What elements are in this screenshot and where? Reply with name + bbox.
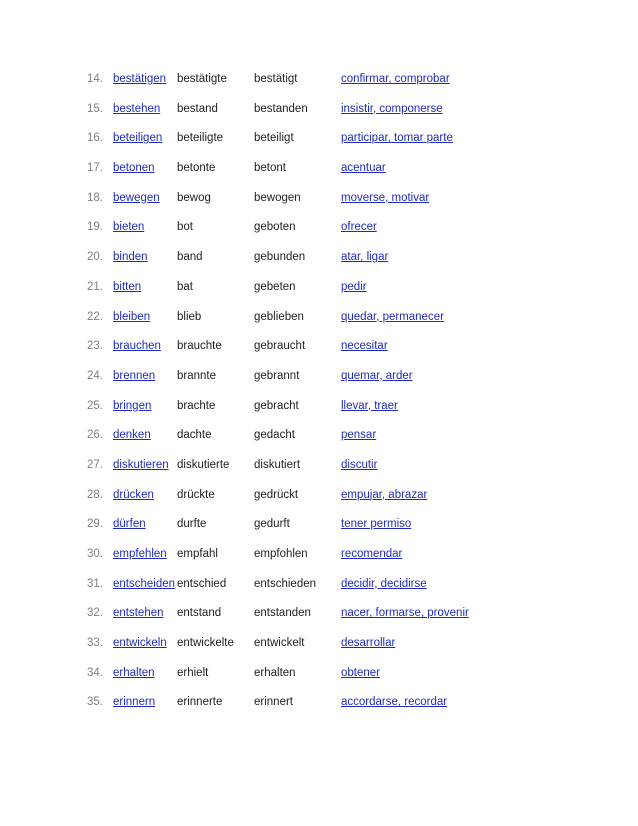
verb-row bbox=[0, 392, 638, 422]
verb-row bbox=[0, 154, 638, 184]
past-participle: gebraucht bbox=[254, 340, 306, 353]
infinitive-link[interactable]: entwickeln bbox=[113, 637, 167, 650]
verb-row bbox=[0, 362, 638, 392]
past-tense: empfahl bbox=[177, 548, 218, 560]
past-tense: bewog bbox=[177, 191, 211, 204]
past-participle: erhalten bbox=[254, 666, 296, 679]
translation-link[interactable]: recomendar bbox=[341, 548, 403, 560]
translation-link[interactable]: pedir bbox=[341, 280, 367, 293]
verb-row bbox=[0, 570, 638, 600]
translation-link[interactable]: insistir, componerse bbox=[341, 102, 443, 115]
translation-link[interactable]: confirmar, comprobar bbox=[341, 73, 450, 85]
list-number: 23. bbox=[87, 340, 103, 353]
list-number: 20. bbox=[87, 251, 103, 264]
past-tense: beteiligte bbox=[177, 132, 224, 145]
verb-row bbox=[0, 65, 638, 95]
past-participle: gebunden bbox=[254, 251, 306, 264]
list-number: 21. bbox=[87, 280, 103, 293]
list-number: 22. bbox=[87, 310, 103, 323]
translation-link[interactable]: tener permiso bbox=[341, 518, 412, 531]
verb-row bbox=[0, 629, 638, 659]
past-participle: gedacht bbox=[254, 429, 295, 442]
verb-row bbox=[0, 332, 638, 362]
translation-link[interactable]: participar, tomar parte bbox=[341, 132, 453, 145]
verb-row bbox=[0, 213, 638, 243]
verb-row bbox=[0, 510, 638, 540]
verb-row bbox=[0, 659, 638, 689]
verb-row bbox=[0, 184, 638, 214]
past-tense: bat bbox=[177, 280, 193, 293]
translation-link[interactable]: accordarse, recordar bbox=[341, 696, 448, 709]
verb-row bbox=[0, 303, 638, 333]
past-tense: erhielt bbox=[177, 666, 209, 679]
infinitive-link[interactable]: bleiben bbox=[113, 310, 151, 323]
verb-row bbox=[0, 95, 638, 125]
list-number: 17. bbox=[87, 162, 103, 175]
past-tense: bestätigte bbox=[177, 73, 227, 85]
list-number: 27. bbox=[87, 458, 103, 471]
past-tense: betonte bbox=[177, 162, 216, 175]
list-number: 14. bbox=[87, 73, 103, 85]
past-tense: drückte bbox=[177, 488, 215, 501]
past-participle: betont bbox=[254, 162, 286, 175]
past-participle: gebeten bbox=[254, 280, 296, 293]
past-participle: geboten bbox=[254, 221, 296, 234]
past-tense: diskutierte bbox=[177, 458, 230, 471]
past-participle: bestätigt bbox=[254, 73, 298, 85]
past-participle: geblieben bbox=[254, 310, 304, 323]
past-tense: entstand bbox=[177, 607, 222, 620]
infinitive-link[interactable]: bestätigen bbox=[113, 73, 167, 85]
list-number: 19. bbox=[87, 221, 103, 234]
infinitive-link[interactable]: bestehen bbox=[113, 102, 161, 115]
past-participle: gedrückt bbox=[254, 488, 299, 501]
infinitive-link[interactable]: diskutieren bbox=[113, 458, 169, 471]
past-participle: gebracht bbox=[254, 399, 299, 412]
past-tense: durfte bbox=[177, 518, 207, 531]
past-participle: entschieden bbox=[254, 577, 317, 590]
past-tense: brannte bbox=[177, 369, 217, 382]
infinitive-link[interactable]: denken bbox=[113, 429, 151, 442]
translation-link[interactable]: acentuar bbox=[341, 162, 386, 175]
infinitive-link[interactable]: entstehen bbox=[113, 607, 164, 620]
past-participle: empfohlen bbox=[254, 548, 308, 560]
translation-link[interactable]: decidir, decidirse bbox=[341, 577, 427, 590]
translation-link[interactable]: quemar, arder bbox=[341, 369, 413, 382]
list-number: 25. bbox=[87, 399, 103, 412]
infinitive-link[interactable]: dürfen bbox=[113, 518, 146, 531]
translation-link[interactable]: desarrollar bbox=[341, 637, 396, 650]
list-number: 16. bbox=[87, 132, 103, 145]
translation-link[interactable]: atar, ligar bbox=[341, 251, 389, 264]
past-participle: entwickelt bbox=[254, 637, 305, 650]
verb-row bbox=[0, 421, 638, 451]
list-number: 26. bbox=[87, 429, 103, 442]
list-number: 29. bbox=[87, 518, 103, 531]
past-tense: band bbox=[177, 251, 203, 264]
list-number: 24. bbox=[87, 369, 103, 382]
past-participle: gebrannt bbox=[254, 369, 300, 382]
verb-row bbox=[0, 599, 638, 629]
infinitive-link[interactable]: drücken bbox=[113, 488, 154, 501]
translation-link[interactable]: nacer, formarse, provenir bbox=[341, 607, 469, 620]
past-participle: gedurft bbox=[254, 518, 290, 531]
infinitive-link[interactable]: beteiligen bbox=[113, 132, 163, 145]
past-participle: bestanden bbox=[254, 102, 308, 115]
translation-link[interactable]: pensar bbox=[341, 429, 377, 442]
infinitive-link[interactable]: erhalten bbox=[113, 666, 155, 679]
infinitive-link[interactable]: erinnern bbox=[113, 696, 156, 709]
translation-link[interactable]: ofrecer bbox=[341, 221, 377, 234]
verb-row bbox=[0, 688, 638, 718]
past-participle: diskutiert bbox=[254, 458, 301, 471]
past-tense: blieb bbox=[177, 310, 202, 323]
infinitive-link[interactable]: binden bbox=[113, 251, 148, 264]
infinitive-link[interactable]: bewegen bbox=[113, 191, 160, 204]
list-number: 28. bbox=[87, 488, 103, 501]
past-tense: bot bbox=[177, 221, 193, 234]
list-number: 15. bbox=[87, 102, 103, 115]
translation-link[interactable]: empujar, abrazar bbox=[341, 488, 428, 501]
past-tense: brachte bbox=[177, 399, 216, 412]
translation-link[interactable]: discutir bbox=[341, 458, 378, 471]
infinitive-link[interactable]: brennen bbox=[113, 369, 156, 382]
verb-row bbox=[0, 540, 638, 570]
verb-list bbox=[0, 65, 638, 718]
verb-row bbox=[0, 124, 638, 154]
past-tense: bestand bbox=[177, 102, 218, 115]
past-tense: entwickelte bbox=[177, 637, 234, 650]
infinitive-link[interactable]: brauchen bbox=[113, 340, 161, 353]
verb-row bbox=[0, 243, 638, 273]
translation-link[interactable]: moverse, motivar bbox=[341, 191, 430, 204]
translation-link[interactable]: obtener bbox=[341, 666, 381, 679]
list-number: 34. bbox=[87, 666, 103, 679]
infinitive-link[interactable]: betonen bbox=[113, 162, 155, 175]
infinitive-link[interactable]: bieten bbox=[113, 221, 145, 234]
translation-link[interactable]: necesitar bbox=[341, 340, 388, 353]
list-number: 31. bbox=[87, 577, 103, 590]
translation-link[interactable]: quedar, permanecer bbox=[341, 310, 444, 323]
past-tense: erinnerte bbox=[177, 696, 223, 709]
past-tense: brauchte bbox=[177, 340, 222, 353]
infinitive-link[interactable]: entscheiden bbox=[113, 577, 176, 590]
list-number: 30. bbox=[87, 548, 103, 560]
past-participle: beteiligt bbox=[254, 132, 294, 145]
verb-row bbox=[0, 451, 638, 481]
infinitive-link[interactable]: bringen bbox=[113, 399, 152, 412]
verb-row bbox=[0, 481, 638, 511]
list-number: 35. bbox=[87, 696, 103, 709]
list-number: 18. bbox=[87, 191, 103, 204]
past-tense: dachte bbox=[177, 429, 212, 442]
past-participle: bewogen bbox=[254, 191, 301, 204]
past-participle: erinnert bbox=[254, 696, 293, 709]
verb-row bbox=[0, 273, 638, 303]
translation-link[interactable]: llevar, traer bbox=[341, 399, 398, 412]
past-participle: entstanden bbox=[254, 607, 311, 620]
past-tense: entschied bbox=[177, 577, 227, 590]
infinitive-link[interactable]: empfehlen bbox=[113, 548, 167, 560]
list-number: 33. bbox=[87, 637, 103, 650]
infinitive-link[interactable]: bitten bbox=[113, 280, 142, 293]
list-number: 32. bbox=[87, 607, 103, 620]
